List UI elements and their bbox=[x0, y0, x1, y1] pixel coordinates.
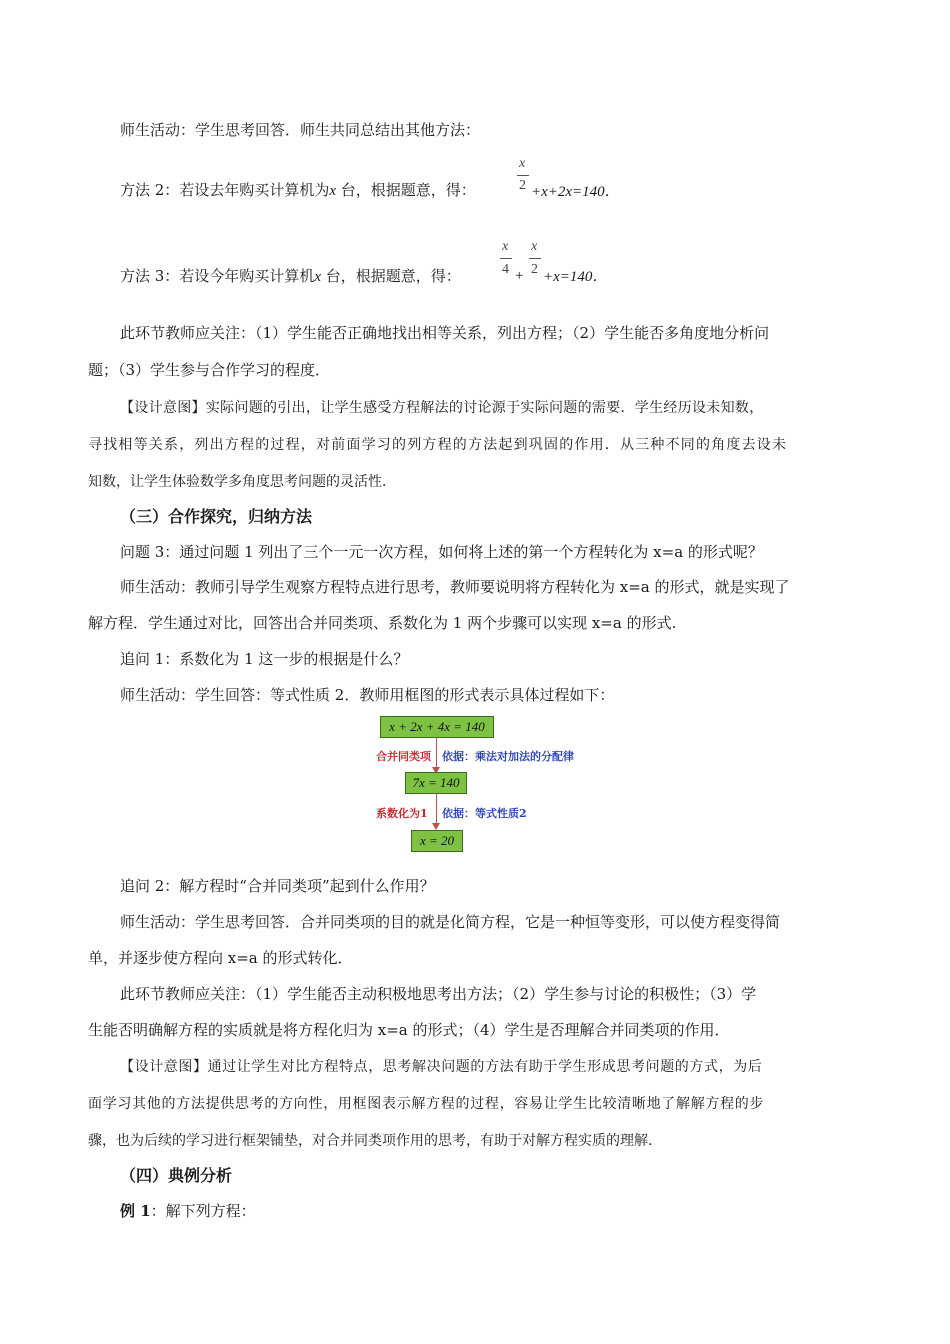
method-3-frac1-num: x bbox=[502, 239, 509, 254]
activity-2-line-b: 解方程．学生通过对比，回答出合并同类项、系数化为 1 两个步骤可以实现 x=a 的形式. bbox=[88, 614, 677, 632]
flow-box-1: x + 2x + 4x = 140 bbox=[380, 716, 494, 738]
activity-3: 师生活动：学生回答：等式性质 2．教师用框图的形式表示具体过程如下： bbox=[120, 686, 615, 704]
paragraph-activity-1: 师生活动：学生思考回答．师生共同总结出其他方法： bbox=[120, 121, 481, 139]
design-1-line-c: 知数，让学生体验数学多角度思考问题的灵活性． bbox=[88, 474, 396, 490]
flow-step-1-label: 合并同类项 bbox=[376, 750, 431, 763]
flow-step-2-label: 系数化为1 bbox=[376, 807, 428, 820]
design-1-line-b: 寻找相等关系，列出方程的过程，对前面学习的列方程的方法起到巩固的作用．从三种不同的角度去设未 bbox=[88, 437, 788, 453]
method-2-frac-bar bbox=[517, 175, 529, 176]
flow-box-2: 7x = 140 bbox=[405, 772, 467, 794]
section-3-heading: （三）合作探究，归纳方法 bbox=[120, 507, 313, 526]
follow-up-2: 追问 2：解方程时“合并同类项”起到什么作用？ bbox=[120, 877, 435, 895]
method-3-frac2-den: 2 bbox=[531, 262, 538, 277]
focus-1-line-b: 题；（3）学生参与合作学习的程度． bbox=[88, 361, 331, 379]
method-2-tail: +x+2x=140． bbox=[531, 184, 620, 200]
follow-up-1: 追问 1：系数化为 1 这一步的根据是什么？ bbox=[120, 650, 409, 668]
method-2-frac-den: 2 bbox=[519, 178, 526, 193]
design-2-line-b: 面学习其他的方法提供思考的方向性，用框图表示解方程的过程，容易让学生比较清晰地了解解方程的步 bbox=[88, 1096, 765, 1112]
method-2-var: x bbox=[329, 183, 336, 199]
design-2-line-c: 骤，也为后续的学习进行框架铺垫，对合并同类项作用的思考，有助于对解方程实质的理解． bbox=[88, 1133, 662, 1149]
flow-step-2-basis: 依据：等式性质2 bbox=[442, 807, 527, 820]
method-2-line bbox=[120, 180, 476, 201]
method-3-tail: +x=140． bbox=[543, 269, 608, 285]
focus-2-line-a: 此环节教师应关注：（1）学生能否主动积极地思考出方法；（2）学生参与讨论的积极性；（3）学 bbox=[120, 985, 757, 1003]
example-1-label: 例 1 bbox=[120, 1202, 151, 1220]
method-3-plus: + bbox=[515, 268, 524, 284]
activity-4-line-b: 单，并逐步使方程向 x=a 的形式转化． bbox=[88, 949, 353, 967]
activity-4-line-a: 师生活动：学生思考回答．合并同类项的目的就是化简方程，它是一种恒等变形，可以使方程变得简 bbox=[120, 913, 781, 931]
flow-step-1-basis: 依据：乘法对加法的分配律 bbox=[442, 750, 574, 763]
method-3-line bbox=[120, 266, 461, 287]
activity-2-line-a: 师生活动：教师引导学生观察方程特点进行思考，教师要说明将方程转化为 x=a 的形式，就是实现了 bbox=[120, 578, 790, 596]
design-1-line-a: 【设计意图】实际问题的引出，让学生感受方程解法的讨论源于实际问题的需要．学生经历设未知数， bbox=[120, 400, 764, 416]
method-2-mid: 台，根据题意，得： bbox=[336, 181, 476, 199]
example-1-text: ：解下列方程： bbox=[150, 1202, 256, 1220]
example-1 bbox=[120, 1201, 256, 1221]
method-3-frac1-bar bbox=[500, 258, 512, 259]
design-2-line-a: 【设计意图】通过让学生对比方程特点，思考解决问题的方法有助于学生形成思考问题的方式，为后 bbox=[120, 1059, 763, 1075]
flow-arrow-1 bbox=[436, 738, 437, 768]
method-3-mid: 台，根据题意，得： bbox=[321, 267, 461, 285]
focus-1-line-a: 此环节教师应关注：（1）学生能否正确地找出相等关系，列出方程；（2）学生能否多角度地分析问 bbox=[120, 324, 770, 342]
focus-2-line-b: 生能否明确解方程的实质就是将方程化归为 x=a 的形式；（4）学生是否理解合并同类项的作用． bbox=[88, 1021, 730, 1039]
method-3-frac1-den: 4 bbox=[502, 262, 509, 277]
method-3-prefix: 方法 3：若设今年购买计算机 bbox=[120, 267, 315, 285]
method-3-frac2-bar bbox=[529, 258, 541, 259]
flow-arrow-2 bbox=[436, 794, 437, 824]
method-3-frac2-num: x bbox=[531, 239, 538, 254]
flow-box-3: x = 20 bbox=[411, 830, 463, 852]
method-3-var: x bbox=[314, 269, 321, 285]
method-2-frac-num: x bbox=[519, 156, 526, 171]
question-3: 问题 3：通过问题 1 列出了三个一元一次方程，如何将上述的第一个方程转化为 x=a 的形式呢？ bbox=[120, 543, 763, 561]
flow-arrowhead-2 bbox=[432, 823, 440, 830]
method-2-prefix: 方法 2：若设去年购买计算机为 bbox=[120, 181, 330, 199]
section-4-heading: （四）典例分析 bbox=[120, 1166, 233, 1185]
